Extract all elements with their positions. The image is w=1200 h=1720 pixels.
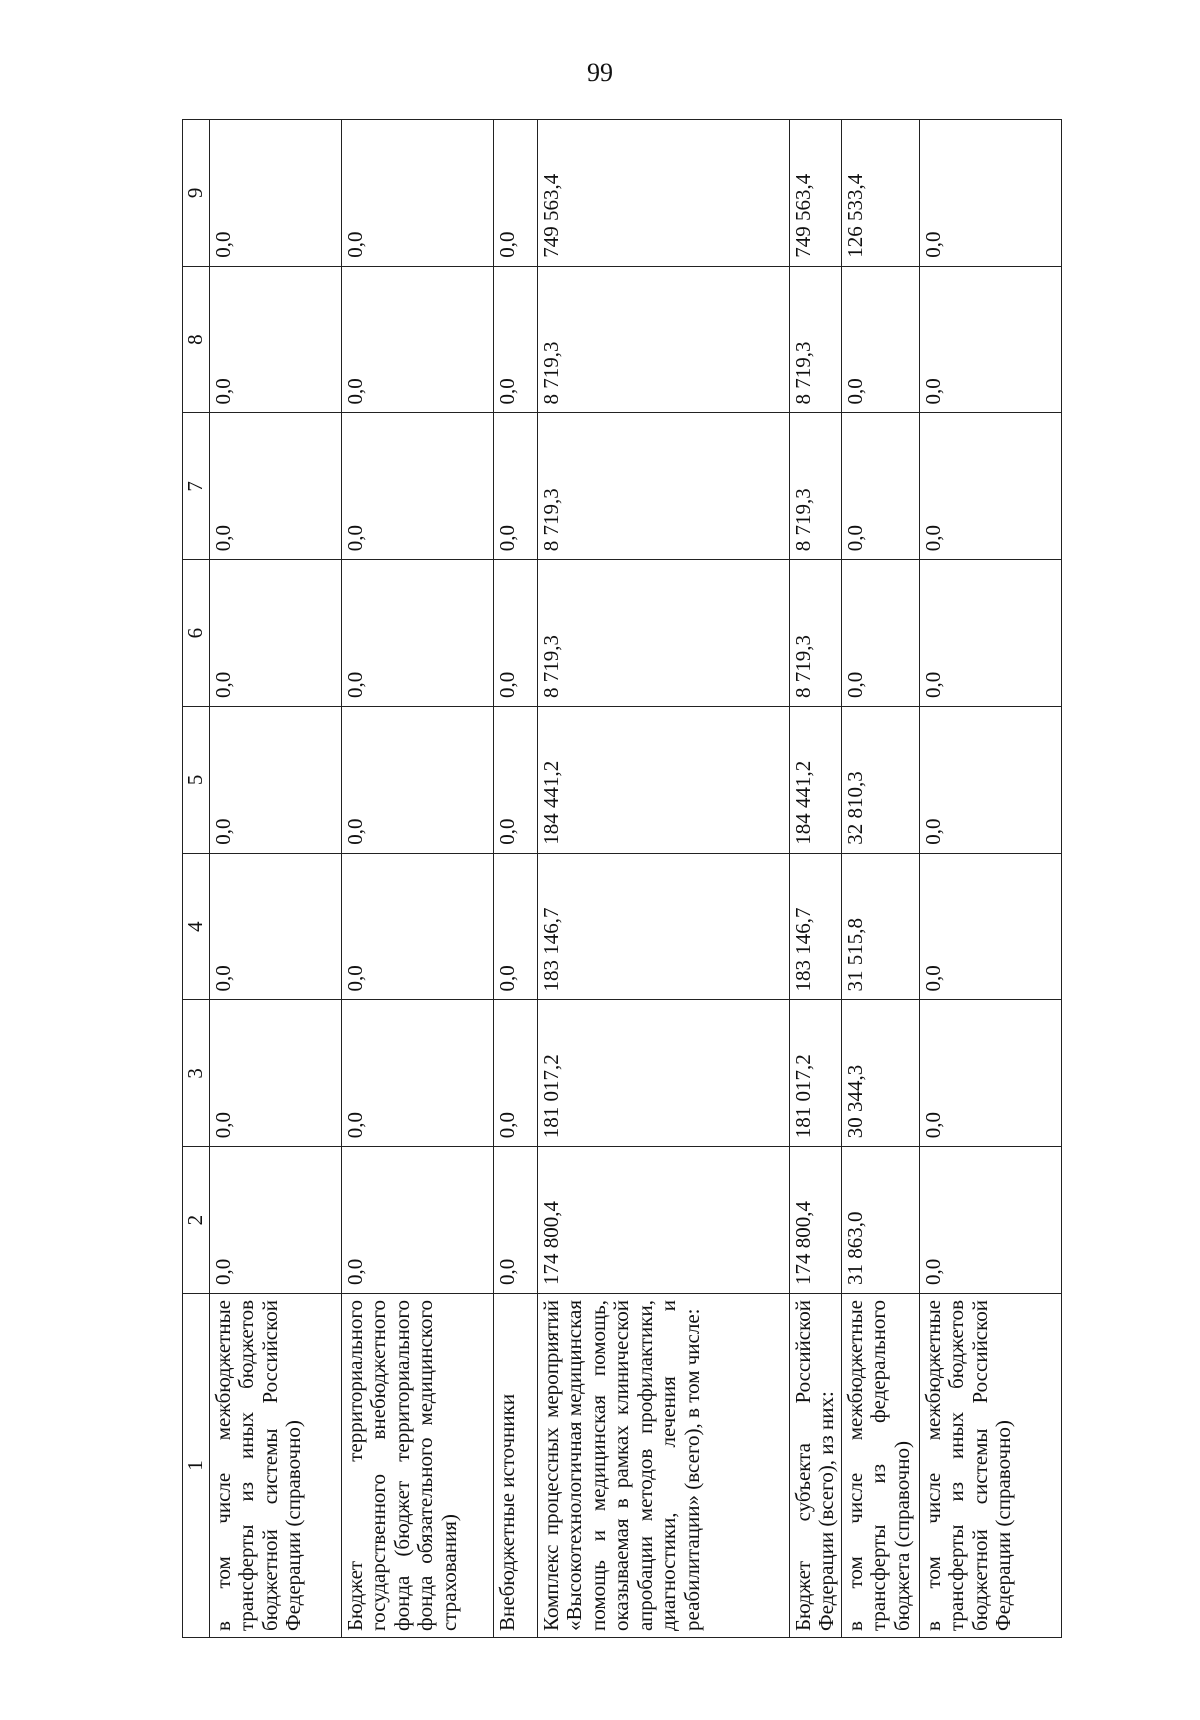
table-cell: 0,0 — [919, 707, 1061, 854]
table-cell: 0,0 — [209, 560, 341, 707]
table-row — [537, 120, 789, 1638]
table-row — [789, 120, 841, 1638]
table-cell: 8 719,3 — [537, 560, 789, 707]
table-cell: 0,0 — [209, 1000, 341, 1147]
table-cell: 184 441,2 — [789, 707, 841, 854]
table-cell: 183 146,7 — [537, 853, 789, 1000]
column-header: 9 — [183, 120, 210, 267]
table-row — [493, 120, 537, 1638]
table-cell: 31 515,8 — [841, 853, 919, 1000]
row-label: в том числе межбюджетные трансферты из иных бюджетов бюджетной системы Российской Федерации (справочно) — [919, 1294, 1061, 1638]
table-cell: 0,0 — [493, 413, 537, 560]
table-cell: 174 800,4 — [789, 1147, 841, 1294]
column-header: 6 — [183, 560, 210, 707]
table-cell: 0,0 — [919, 560, 1061, 707]
row-label: в том числе межбюджетные трансферты из иных бюджетов бюджетной системы Российской Федерации (справочно) — [209, 1294, 341, 1638]
table-cell: 30 344,3 — [841, 1000, 919, 1147]
row-label: Бюджет субъекта Российской Федерации (всего), из них: — [789, 1294, 841, 1638]
table-cell: 8 719,3 — [537, 266, 789, 413]
table-cell: 0,0 — [209, 707, 341, 854]
table-cell: 0,0 — [341, 1147, 493, 1294]
column-header: 4 — [183, 853, 210, 1000]
table-cell: 0,0 — [209, 853, 341, 1000]
table-cell: 0,0 — [341, 266, 493, 413]
column-header: 5 — [183, 707, 210, 854]
table-cell: 0,0 — [841, 413, 919, 560]
table-cell: 0,0 — [493, 560, 537, 707]
table-cell: 0,0 — [919, 1000, 1061, 1147]
table-cell: 0,0 — [493, 120, 537, 267]
table-cell: 0,0 — [919, 1147, 1061, 1294]
table-cell: 174 800,4 — [537, 1147, 789, 1294]
table-cell: 8 719,3 — [789, 560, 841, 707]
column-header: 1 — [183, 1294, 210, 1638]
row-label: в том числе межбюджетные трансферты из федерального бюджета (справочно) — [841, 1294, 919, 1638]
table-cell: 0,0 — [209, 120, 341, 267]
table-cell: 0,0 — [341, 707, 493, 854]
table-cell: 0,0 — [919, 266, 1061, 413]
table-cell: 31 863,0 — [841, 1147, 919, 1294]
row-label: Внебюджетные источники — [493, 1294, 537, 1638]
table-cell: 749 563,4 — [789, 120, 841, 267]
table-cell: 0,0 — [493, 707, 537, 854]
table-cell: 0,0 — [493, 1000, 537, 1147]
table-row — [841, 120, 919, 1638]
table-cell: 8 719,3 — [789, 413, 841, 560]
table-cell: 0,0 — [209, 266, 341, 413]
table-cell: 0,0 — [841, 560, 919, 707]
table-cell: 0,0 — [209, 413, 341, 560]
table-cell: 183 146,7 — [789, 853, 841, 1000]
table-cell: 0,0 — [919, 120, 1061, 267]
column-header: 7 — [183, 413, 210, 560]
table-cell: 0,0 — [341, 413, 493, 560]
table-row — [919, 120, 1061, 1638]
funding-table — [182, 119, 1062, 1638]
column-header: 2 — [183, 1147, 210, 1294]
table-cell: 181 017,2 — [537, 1000, 789, 1147]
table-cell: 0,0 — [919, 413, 1061, 560]
table-cell: 0,0 — [209, 1147, 341, 1294]
table-cell: 126 533,4 — [841, 120, 919, 267]
table-header-row — [183, 120, 210, 1638]
page-number: 99 — [587, 58, 613, 87]
table-cell: 0,0 — [493, 1147, 537, 1294]
table-cell: 0,0 — [493, 853, 537, 1000]
table-cell: 0,0 — [341, 560, 493, 707]
table-cell: 0,0 — [919, 853, 1061, 1000]
table-cell: 0,0 — [341, 853, 493, 1000]
table-cell: 0,0 — [493, 266, 537, 413]
table-cell: 181 017,2 — [789, 1000, 841, 1147]
rotated-table-wrapper — [182, 120, 1060, 1638]
table-cell: 8 719,3 — [789, 266, 841, 413]
table-cell: 0,0 — [841, 266, 919, 413]
table-cell: 8 719,3 — [537, 413, 789, 560]
row-label: Бюджет территориального государственного внебюджетного фонда (бюджет территориального фонда обязательного медицинского страхования) — [341, 1294, 493, 1638]
table-cell: 184 441,2 — [537, 707, 789, 854]
table-cell: 32 810,3 — [841, 707, 919, 854]
table-row — [341, 120, 493, 1638]
column-header: 8 — [183, 266, 210, 413]
table-cell: 749 563,4 — [537, 120, 789, 267]
row-label: Комплекс процессных мероприятий «Высокотехнологичная медицинская помощь и медицинская помощь, оказываемая в рамках клинической апробации методов профилактики, диагностики, лечения и реабилитации» (всего), в том числе: — [537, 1294, 789, 1638]
column-header: 3 — [183, 1000, 210, 1147]
table-cell: 0,0 — [341, 1000, 493, 1147]
table-row — [209, 120, 341, 1638]
table-cell: 0,0 — [341, 120, 493, 267]
